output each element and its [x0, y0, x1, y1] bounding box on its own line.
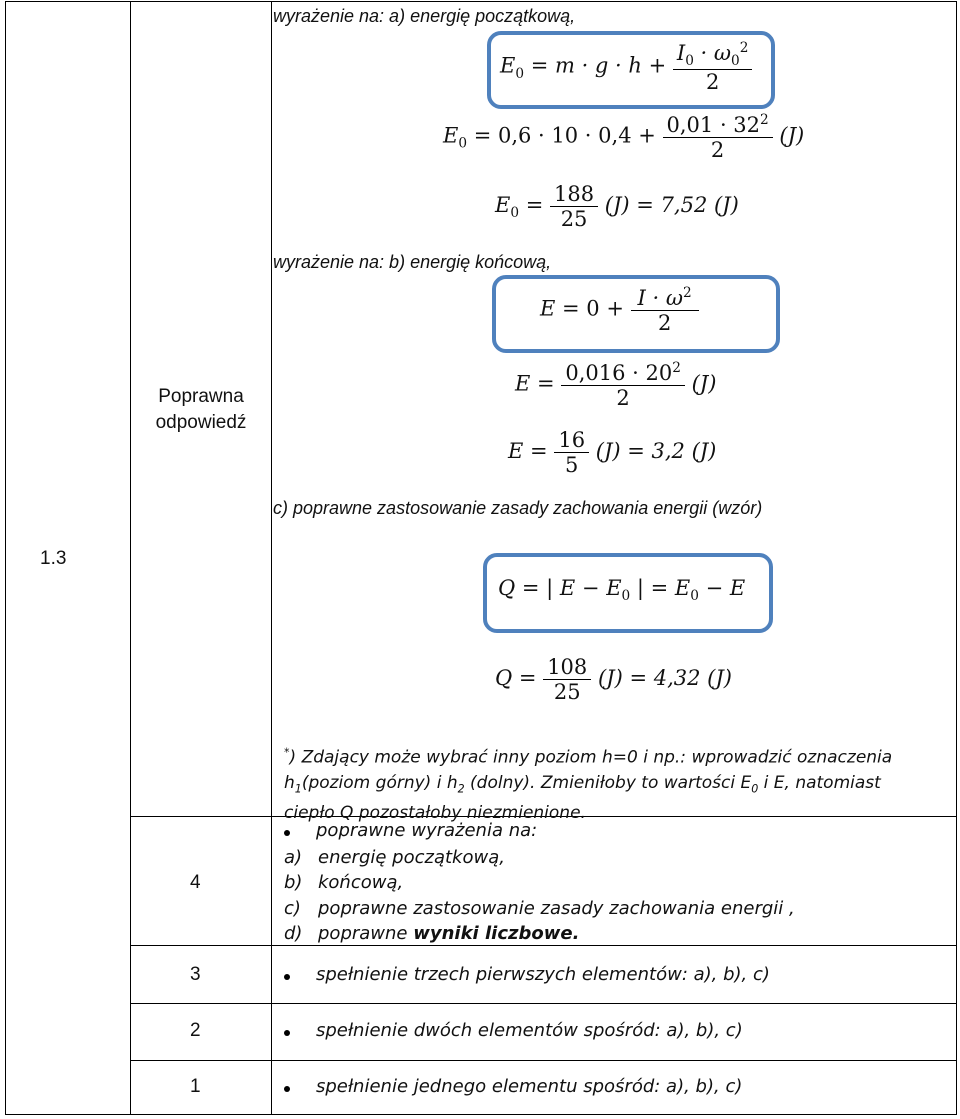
bullet-icon [284, 1086, 290, 1092]
bullet-icon [284, 974, 290, 980]
bullet-icon [284, 1030, 290, 1036]
score-4-item-d-mark: d) [284, 923, 303, 944]
row-divider-3 [130, 1003, 957, 1004]
score-4-item-a-mark: a) [284, 847, 303, 868]
part-b-heading: wyrażenie na: b) energię końcową, [273, 252, 552, 272]
score-2-text: spełnienie dwóch elementów spośród: a), b), c) [316, 1020, 743, 1041]
score-4-item-d: poprawne wyniki liczbowe. [318, 923, 580, 944]
score-points-2: 2 [190, 1020, 201, 1041]
row-divider-2 [130, 945, 957, 946]
part-c-heading: c) poprawne zastosowanie zasady zachowania energii (wzór) [273, 498, 763, 518]
part-b-formula: E = 0 + $\frac{I \cdot \omega^2}{2}$ [540, 285, 699, 335]
row-number: 1.3 [40, 548, 67, 569]
score-3-text: spełnienie trzech pierwszych elementów: a), b), c) [316, 964, 770, 985]
part-a-heading: wyrażenie na: a) energię początkową, [273, 6, 576, 26]
score-points-1: 1 [190, 1076, 201, 1097]
column-divider-2 [271, 1, 272, 1115]
bullet-icon [284, 830, 290, 836]
part-c-result: Q = $\frac{108}{25}$ (J) = 4,32 (J) [495, 655, 732, 704]
table-border-top [5, 1, 957, 2]
score-4-item-a: energię początkową, [318, 847, 505, 868]
table-border-left [5, 1, 6, 1115]
score-4-item-c: poprawne zastosowanie zasady zachowania energii , [318, 898, 795, 919]
footnote: *) Zdający może wybrać inny poziom h=0 i np.: wprowadzić oznaczenia $h_1(poziom$ górny) i $h_2$ (dolny). Zmieniłoby to wartości $E_0$ i E, natomiast ciepło Q pozostałoby niezmienione. [284, 746, 893, 824]
part-a-formula: $E_0 = m \cdot g \cdot h$ + $\frac{I_0 \cdot \omega_0^2}{2}$ [500, 40, 752, 94]
score-4-lead: poprawne wyrażenia na: [316, 820, 538, 841]
column-divider-1 [130, 1, 131, 1115]
row-divider-4 [130, 1060, 957, 1061]
part-a-fraction: $\frac{I_0 \cdot \omega_0^2}{2}$ [673, 40, 753, 94]
part-a-calculation: $E_0 = 0,6 \cdot 10 \cdot 0,4$ + $\frac{0,01 \cdot 32^2}{2}$ (J) [443, 112, 805, 162]
score-4-item-b-mark: b) [284, 872, 303, 893]
score-1-text: spełnienie jednego elementu spośród: a), b), c) [316, 1076, 743, 1097]
score-4-item-c-mark: c) [284, 898, 301, 919]
table-border-right [956, 1, 957, 1115]
part-a-result: $E_0$ = $\frac{188}{25}$ (J) = 7,52 (J) [495, 182, 739, 231]
section-label: Poprawna odpowiedź [155, 386, 247, 433]
table-border-bottom [5, 1114, 957, 1115]
score-4-item-b: końcową, [318, 872, 404, 893]
part-b-result: E = $\frac{16}{5}$ (J) = 3,2 (J) [508, 428, 717, 477]
part-c-formula: Q = | $E - E_0$ | = $E_0 - E$ [498, 576, 746, 605]
score-points-3: 3 [190, 964, 201, 985]
part-b-calculation: E = $\frac{0,016 \cdot 20^2}{2}$ (J) [515, 360, 717, 410]
score-points-4: 4 [190, 872, 201, 893]
